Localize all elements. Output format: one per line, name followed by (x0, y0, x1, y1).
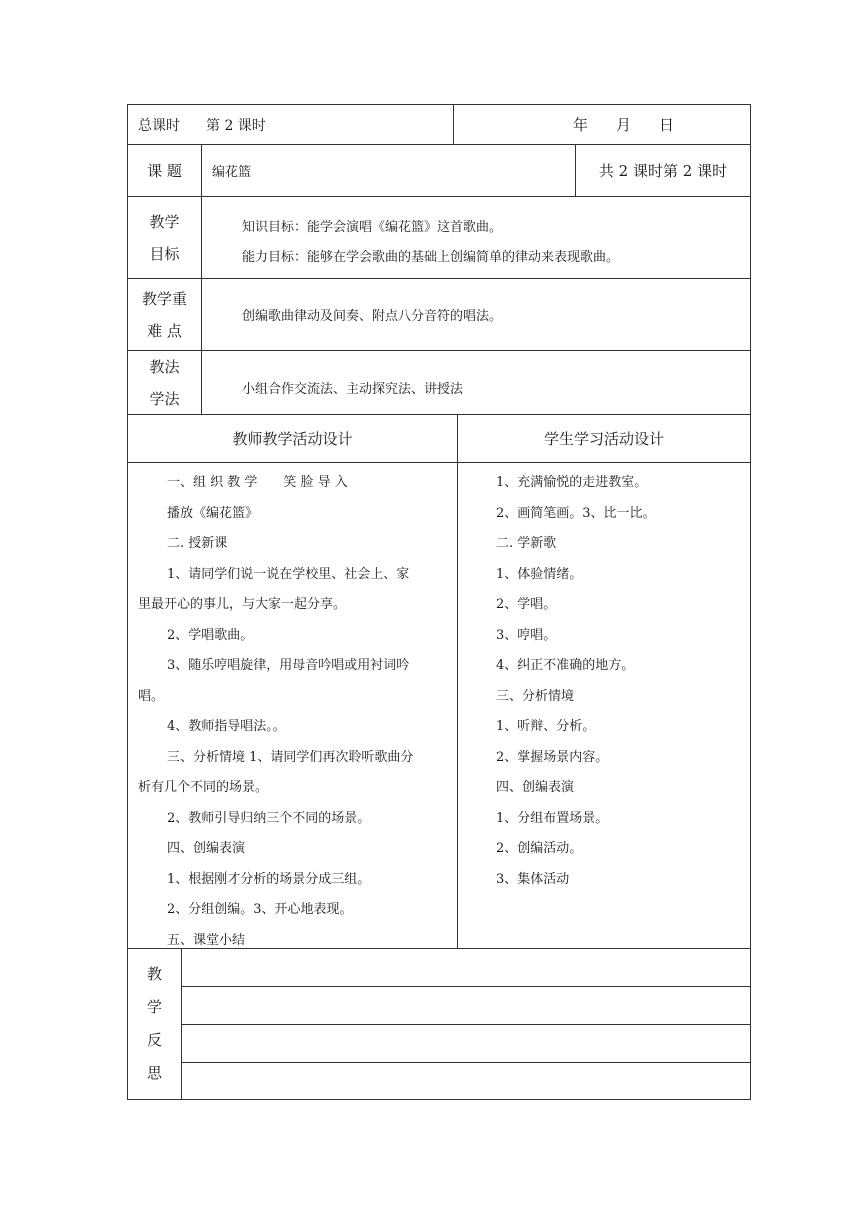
student-activity-line: 1、充满愉悦的走进教室。 (496, 475, 648, 490)
teacher-activity-line: 2、教师引导归纳三个不同的场景。 (167, 810, 371, 826)
knowledge-objective: 知识目标：能学会演唱《编花篮》这首歌曲。 (242, 220, 503, 235)
objectives-label: 教学 目标 (149, 212, 180, 263)
teacher-activity-line: 二. 授新课 (167, 536, 228, 551)
reflection-label-char: 学 (146, 998, 162, 1016)
teacher-activity-line: 4、教师指导唱法。。 (167, 719, 286, 734)
teacher-activity-line: 四、创编表演 (167, 841, 246, 856)
teacher-activity-line: 里最开心的事儿，与大家一起分享。 (138, 597, 347, 612)
teacher-activity-line: 一、组 织 教 学 笑 脸 导 入 (167, 475, 348, 490)
teacher-activity-line: 析有几个不同的场景。 (138, 780, 269, 795)
total-period-cell (128, 105, 453, 144)
methods-row (127, 350, 751, 415)
reflection-label (128, 949, 181, 1099)
teacher-activity-line: 五、课堂小结 (167, 932, 246, 948)
teacher-activities (128, 463, 457, 948)
activities-row (127, 462, 751, 949)
objectives-content (202, 197, 750, 278)
teacher-activity-line: 2、学唱歌曲。 (167, 627, 254, 643)
reflection-label-char: 思 (146, 1064, 162, 1082)
student-activity-line: 二. 学新歌 (496, 536, 557, 551)
student-activities (458, 463, 750, 948)
teacher-activity-line: 1、请同学们说一说在学校里、社会上、家 (167, 566, 410, 582)
student-activity-line: 四、创编表演 (496, 780, 575, 795)
key-points-content: 创编歌曲律动及间奏、附点八分音符的唱法。 (242, 309, 503, 324)
reflection-lines (182, 949, 750, 1099)
topic-row (127, 144, 751, 197)
period-count: 共 2 课时第 2 课时 (598, 162, 728, 180)
topic-value: 编花篮 (212, 165, 252, 180)
activity-header-row (127, 414, 751, 463)
topic-label: 课 题 (147, 162, 182, 180)
teacher-activity-line: 三、分析情境 1、请同学们再次聆听歌曲分 (167, 749, 414, 765)
student-activity-line: 三、分析情境 (496, 688, 575, 704)
teacher-activity-line: 播放《编花篮》 (167, 505, 259, 521)
reflection-label-char: 反 (146, 1031, 162, 1049)
methods-content: 小组合作交流法、主动探究法、讲授法 (242, 382, 464, 397)
teacher-activity-header: 教师教学活动设计 (232, 430, 353, 448)
date-cell (454, 105, 750, 144)
reflection-label-char: 教 (146, 965, 162, 983)
student-activity-line: 4、纠正不准确的地方。 (496, 658, 635, 673)
teacher-activity-line: 3、随乐哼唱旋律，用母音吟唱或用衬词吟 (167, 658, 410, 673)
student-activity-line: 3、集体活动 (496, 871, 570, 887)
student-activity-line: 3、哼唱。 (496, 627, 557, 643)
student-activity-line: 2、学唱。 (496, 597, 557, 612)
key-points-label: 教学重 难 点 (141, 289, 187, 340)
header-row (127, 104, 751, 145)
student-activity-line: 2、画简笔画。3、比一比。 (496, 505, 656, 521)
student-activity-line: 1、体验情绪。 (496, 566, 583, 582)
period-number: 第 2 课时 (206, 117, 266, 134)
student-activity-line: 1、分组布置场景。 (496, 810, 609, 826)
reflection-row (127, 948, 751, 1100)
teacher-activity-line: 2、分组创编。3、开心地表现。 (167, 902, 353, 917)
key-points-row (127, 278, 751, 351)
teacher-activity-line: 唱。 (138, 688, 165, 704)
date-month: 月 (616, 116, 632, 134)
student-activity-line: 2、创编活动。 (496, 841, 583, 856)
date-year: 年 (573, 116, 589, 134)
student-activity-header: 学生学习活动设计 (543, 430, 664, 448)
teacher-activity-line: 1、根据刚才分析的场景分成三组。 (167, 871, 371, 887)
student-activity-line: 1、听辩、分析。 (496, 719, 596, 734)
ability-objective: 能力目标：能够在学会歌曲的基础上创编简单的律动来表现歌曲。 (242, 250, 620, 265)
date-day: 日 (659, 116, 675, 134)
lesson-plan-table (127, 104, 751, 1100)
methods-label: 教法 学法 (149, 357, 180, 408)
total-period-label: 总课时 (138, 117, 180, 134)
objectives-row (127, 196, 751, 279)
student-activity-line: 2、掌握场景内容。 (496, 749, 609, 765)
